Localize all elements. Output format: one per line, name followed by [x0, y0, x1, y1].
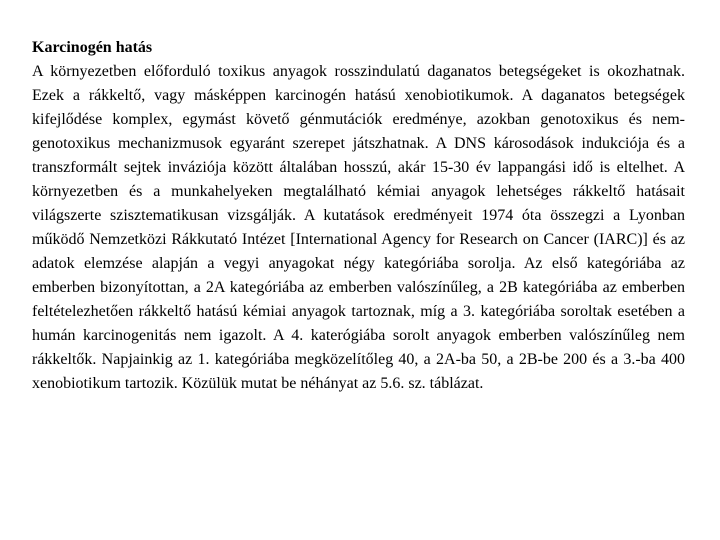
document-paragraph: A környezetben előforduló toxikus anyagok rosszindulatú daganatos betegségeket is okozhatnak. Ezek a rákkeltő, vagy másképpen karcinogén hatású xenobiotikumok. A daganatos betegségek kifejlődése komplex, egymást követő génmutációk eredménye, azokban genotoxikus és nem-genotoxikus mechanizmusok egyaránt szerepet játszhatnak. A DNS károsodások indukciója és a transzformált sejtek inváziója között általában hosszú, akár 15-30 év lappangási idő is eltelhet. A környezetben és a munkahelyeken megtalálható kémiai anyagok lehetséges rákkeltő hatásait világszerte szisztematikusan vizsgálják. A kutatások eredményeit 1974 óta összegzi a Lyonban működő Nemzetközi Rákkutató Intézet [International Agency for Research on Cancer (IARC)] és az adatok elemzése alapján a vegyi anyagokat négy kategóriába sorolja. Az első kategóriába az emberben bizonyítottan, a 2A kategóriába az emberben valószínűleg, a 2B kategóriába az emberben feltételezhetően rákkeltő hatású kémiai anyagok tartoznak, míg a 3. kategóriába soroltak esetében a humán karcinogenitás nem igazolt. A 4. katerógiába sorolt anyagok emberben valószínűleg nem rákkeltők. Napjainkig az 1. kategóriába megközelítőleg 40, a 2A-ba 50, a 2B-be 200 és a 3.-ba 400 xenobiotikum tartozik. Közülük mutat be néhányat az 5.6. sz. táblázat. — [32, 63, 685, 392]
document-page — [32, 36, 685, 396]
document-title: Karcinogén hatás — [32, 39, 153, 56]
